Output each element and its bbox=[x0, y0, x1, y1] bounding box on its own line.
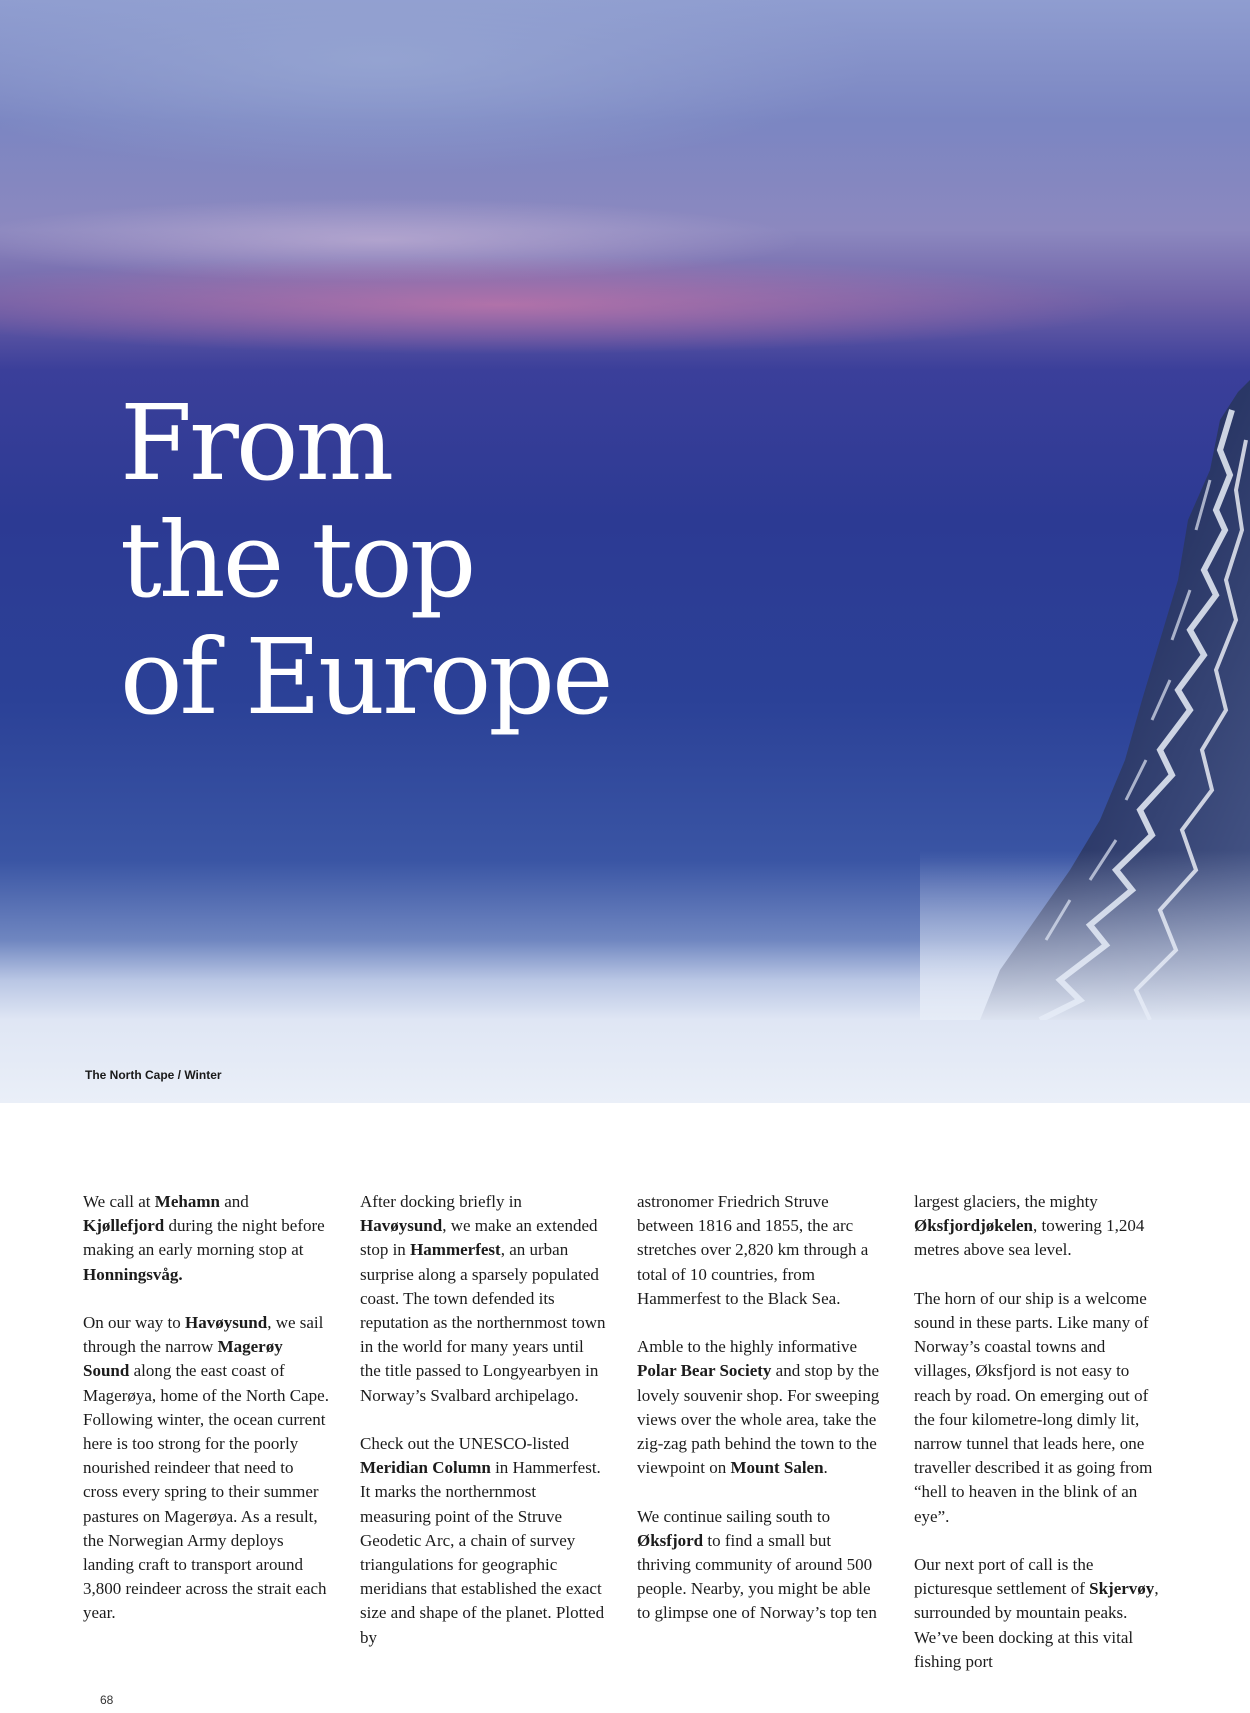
text-column-4 bbox=[914, 1190, 1162, 1698]
title-line: From bbox=[120, 382, 392, 504]
body-paragraph: astronomer Friedrich Struve between 1816 and 1855, the arc stretches over 2,820 km through a total of 10 countries, from Hammerfest to the Black Sea. bbox=[637, 1192, 869, 1308]
text-column-1 bbox=[83, 1190, 331, 1650]
text-column-3 bbox=[637, 1190, 885, 1650]
body-paragraph: Check out the UNESCO-listed Meridian Column in Hammerfest. It marks the northernmost measuring point of the Struve Geodetic Arc, a chain of survey triangulations for geographic meridians that established the exact size and shape of the planet. Plotted by bbox=[360, 1434, 605, 1647]
body-paragraph: We call at Mehamn and Kjøllefjord during the night before making an early morning stop at Honningsvåg. bbox=[83, 1192, 325, 1284]
page-number: 68 bbox=[100, 1693, 114, 1707]
body-paragraph: Our next port of call is the picturesque settlement of Skjervøy, surrounded by mountain peaks. We’ve been docking at this vital fishing port bbox=[914, 1555, 1159, 1671]
body-paragraph: The horn of our ship is a welcome sound in these parts. Like many of Norway’s coastal towns and villages, Øksfjord is not easy to reach by road. On emerging out of the four kilometre-long dimly lit, narrow tunnel that leads here, one traveller described it as going from “hell to heaven in the blink of an eye”. bbox=[914, 1288, 1153, 1526]
article-title bbox=[120, 382, 611, 738]
text-column-2 bbox=[360, 1190, 608, 1674]
body-paragraph: We continue sailing south to Øksfjord to find a small but thriving community of around 500 people. Nearby, you might be able to glimpse one of Norway’s top ten bbox=[637, 1506, 877, 1623]
title-line: of Europe bbox=[120, 616, 611, 738]
body-paragraph: largest glaciers, the mighty Øksfjordjøkelen, towering 1,204 metres above sea level. bbox=[914, 1192, 1145, 1260]
photo-caption: The North Cape / Winter bbox=[85, 1068, 222, 1082]
body-paragraph: After docking briefly in Havøysund, we make an extended stop in Hammerfest, an urban surprise along a sparsely populated coast. The town defended its reputation as the northernmost town in the world for many years until the title passed to Longyearbyen in Norway’s Svalbard archipelago. bbox=[360, 1192, 606, 1405]
body-paragraph: On our way to Havøysund, we sail through the narrow Magerøy Sound along the east coast of Magerøya, home of the North Cape. Following winter, the ocean current here is too strong for the poorly nourished reindeer that need to cross every spring to their summer pastures on Magerøya. As a result, the Norwegian Army deploys landing craft to transport around 3,800 reindeer across the strait each year. bbox=[83, 1313, 329, 1623]
title-line: the top bbox=[120, 499, 474, 621]
body-paragraph: Amble to the highly informative Polar Bear Society and stop by the lovely souvenir shop. For sweeping views over the whole area, take the zig-zag path behind the town to the viewpoint on Mount Salen. bbox=[637, 1337, 880, 1478]
snowy-mountain-image bbox=[920, 380, 1250, 1020]
